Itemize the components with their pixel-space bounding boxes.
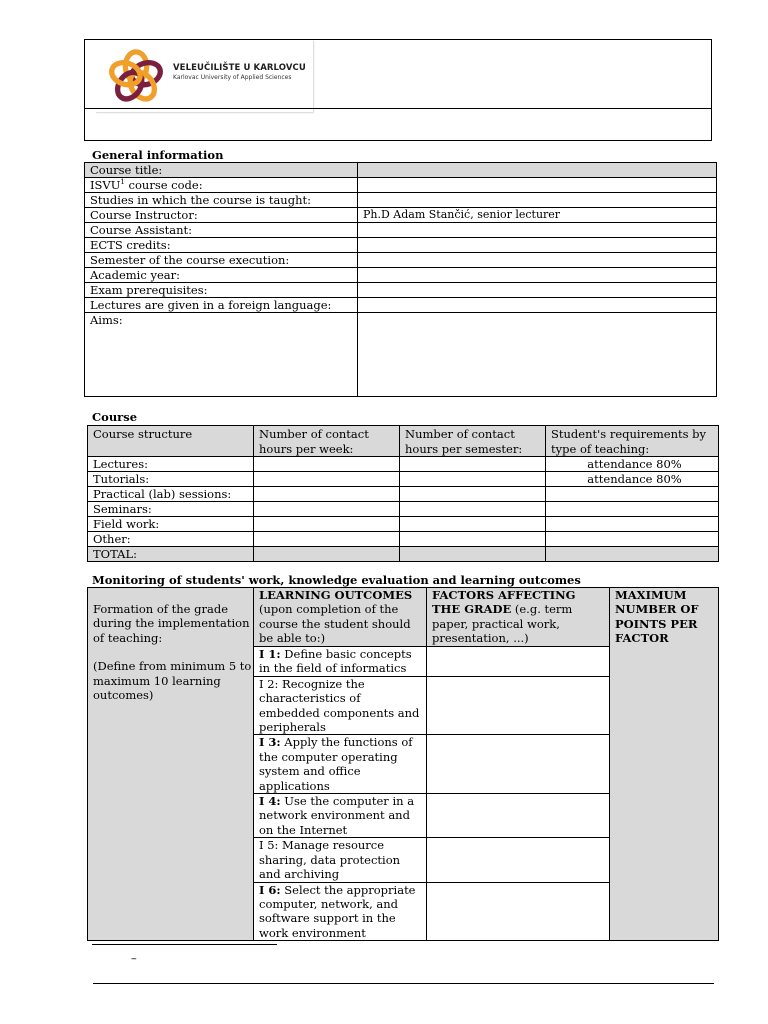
cell xyxy=(400,487,546,502)
table-row xyxy=(88,472,719,487)
table-row xyxy=(85,298,717,313)
row-label: TOTAL: xyxy=(88,547,254,562)
field-value xyxy=(358,283,717,298)
requirement-cell xyxy=(546,487,719,502)
table-row xyxy=(85,238,717,253)
learning-outcomes-table xyxy=(87,587,719,941)
define-text: (Define from minimum 5 to maximum 10 learning outcomes) xyxy=(93,659,252,703)
row-label: Lectures: xyxy=(88,457,254,472)
cell xyxy=(400,457,546,472)
factor-cell xyxy=(427,676,610,735)
field-label: ISVU$^1$ course code: xyxy=(85,178,358,193)
row-label: Field work: xyxy=(88,517,254,532)
field-value xyxy=(358,268,717,283)
field-value xyxy=(358,298,717,313)
table-row xyxy=(85,223,717,238)
field-value xyxy=(358,223,717,238)
learning-outcome-cell: I 5: Manage resource sharing, data protection and archiving xyxy=(254,838,427,882)
column-header: Number of contact hours per week: xyxy=(254,426,400,457)
monitoring-heading: Monitoring of students' work, knowledge evaluation and learning outcomes xyxy=(92,573,581,587)
table-row xyxy=(85,313,717,397)
cell xyxy=(400,547,546,562)
learning-outcome-cell: I 6: Select the appropriate computer, network, and software support in the work environment xyxy=(254,882,427,941)
column-header: Number of contact hours per semester: xyxy=(400,426,546,457)
row-label: Other: xyxy=(88,532,254,547)
learning-outcome-cell: I 1: Define basic concepts in the field of informatics xyxy=(254,647,427,677)
document-header xyxy=(84,39,712,141)
table-row xyxy=(85,253,717,268)
learning-outcome-cell: I 4: Use the computer in a network environment and on the Internet xyxy=(254,794,427,838)
table-row xyxy=(88,502,719,517)
field-value xyxy=(358,253,717,268)
column-header: Course structure xyxy=(88,426,254,457)
table-row xyxy=(85,283,717,298)
cell xyxy=(400,532,546,547)
header-divider xyxy=(85,108,711,109)
course-heading: Course xyxy=(92,410,138,424)
page-bottom-rule xyxy=(93,983,714,984)
row-label: Tutorials: xyxy=(88,472,254,487)
table-row xyxy=(88,487,719,502)
table-row xyxy=(85,163,717,178)
logo-title: VELEUČILIŠTE U KARLOVCU xyxy=(173,63,306,73)
field-label: ECTS credits: xyxy=(85,238,358,253)
field-label: Exam prerequisites: xyxy=(85,283,358,298)
requirement-cell xyxy=(546,517,719,532)
cell xyxy=(254,532,400,547)
footnote-ref: 1 xyxy=(120,178,125,187)
factor-cell xyxy=(427,794,610,838)
table-header-row xyxy=(88,426,719,457)
table-row xyxy=(85,193,717,208)
table-row xyxy=(85,268,717,283)
cell xyxy=(254,472,400,487)
field-label: Course Assistant: xyxy=(85,223,358,238)
requirement-cell xyxy=(546,532,719,547)
cell xyxy=(254,457,400,472)
field-label: Course title: xyxy=(85,163,358,178)
field-value xyxy=(358,313,717,397)
course-structure-table xyxy=(87,425,719,562)
cell xyxy=(254,487,400,502)
logo-area xyxy=(95,40,313,112)
cell xyxy=(254,502,400,517)
general-information-heading: General information xyxy=(92,148,224,162)
logo-subtitle: Karlovac University of Applied Sciences xyxy=(173,74,292,81)
factor-cell xyxy=(427,882,610,941)
field-label: Academic year: xyxy=(85,268,358,283)
factors-header: FACTORS AFFECTING THE GRADE (e.g. term paper, practical work, presentation, ...) xyxy=(427,588,610,647)
formation-text: Formation of the grade during the implementation of teaching: xyxy=(93,602,250,645)
row-label: Practical (lab) sessions: xyxy=(88,487,254,502)
table-row xyxy=(85,208,717,223)
field-value: Ph.D Adam Stančić, senior lecturer xyxy=(358,208,717,223)
general-information-table xyxy=(84,162,717,397)
table-row xyxy=(88,532,719,547)
field-label: Lectures are given in a foreign language: xyxy=(85,298,358,313)
grade-formation-cell xyxy=(88,588,254,941)
field-value xyxy=(358,178,717,193)
requirement-cell xyxy=(546,502,719,517)
max-points-header: MAXIMUM NUMBER OF POINTS PER FACTOR xyxy=(610,588,719,941)
footnote-separator xyxy=(92,944,277,945)
cell xyxy=(254,547,400,562)
table-row xyxy=(88,547,719,562)
learning-outcomes-header: LEARNING OUTCOMES (upon completion of the course the student should be able to:) xyxy=(254,588,427,647)
field-label: Course Instructor: xyxy=(85,208,358,223)
table-row xyxy=(88,457,719,472)
table-row xyxy=(85,178,717,193)
factor-cell xyxy=(427,647,610,677)
column-header: Student's requirements by type of teaching: xyxy=(546,426,719,457)
cell xyxy=(254,517,400,532)
table-row xyxy=(88,517,719,532)
cell xyxy=(400,472,546,487)
row-label: Seminars: xyxy=(88,502,254,517)
requirement-cell xyxy=(546,547,719,562)
university-logo-icon xyxy=(107,48,165,106)
field-label: Semester of the course execution: xyxy=(85,253,358,268)
footnote-text: – xyxy=(131,951,137,965)
requirement-cell: attendance 80% xyxy=(546,457,719,472)
table-header-row xyxy=(88,588,719,647)
field-value xyxy=(358,238,717,253)
cell xyxy=(400,517,546,532)
field-label: Studies in which the course is taught: xyxy=(85,193,358,208)
field-value xyxy=(358,163,717,178)
learning-outcome-cell: I 2: Recognize the characteristics of embedded components and peripherals xyxy=(254,676,427,735)
learning-outcome-cell: I 3: Apply the functions of the computer operating system and office applications xyxy=(254,735,427,794)
factor-cell xyxy=(427,838,610,882)
requirement-cell: attendance 80% xyxy=(546,472,719,487)
cell xyxy=(400,502,546,517)
field-value xyxy=(358,193,717,208)
field-label: Aims: xyxy=(85,313,358,397)
factor-cell xyxy=(427,735,610,794)
